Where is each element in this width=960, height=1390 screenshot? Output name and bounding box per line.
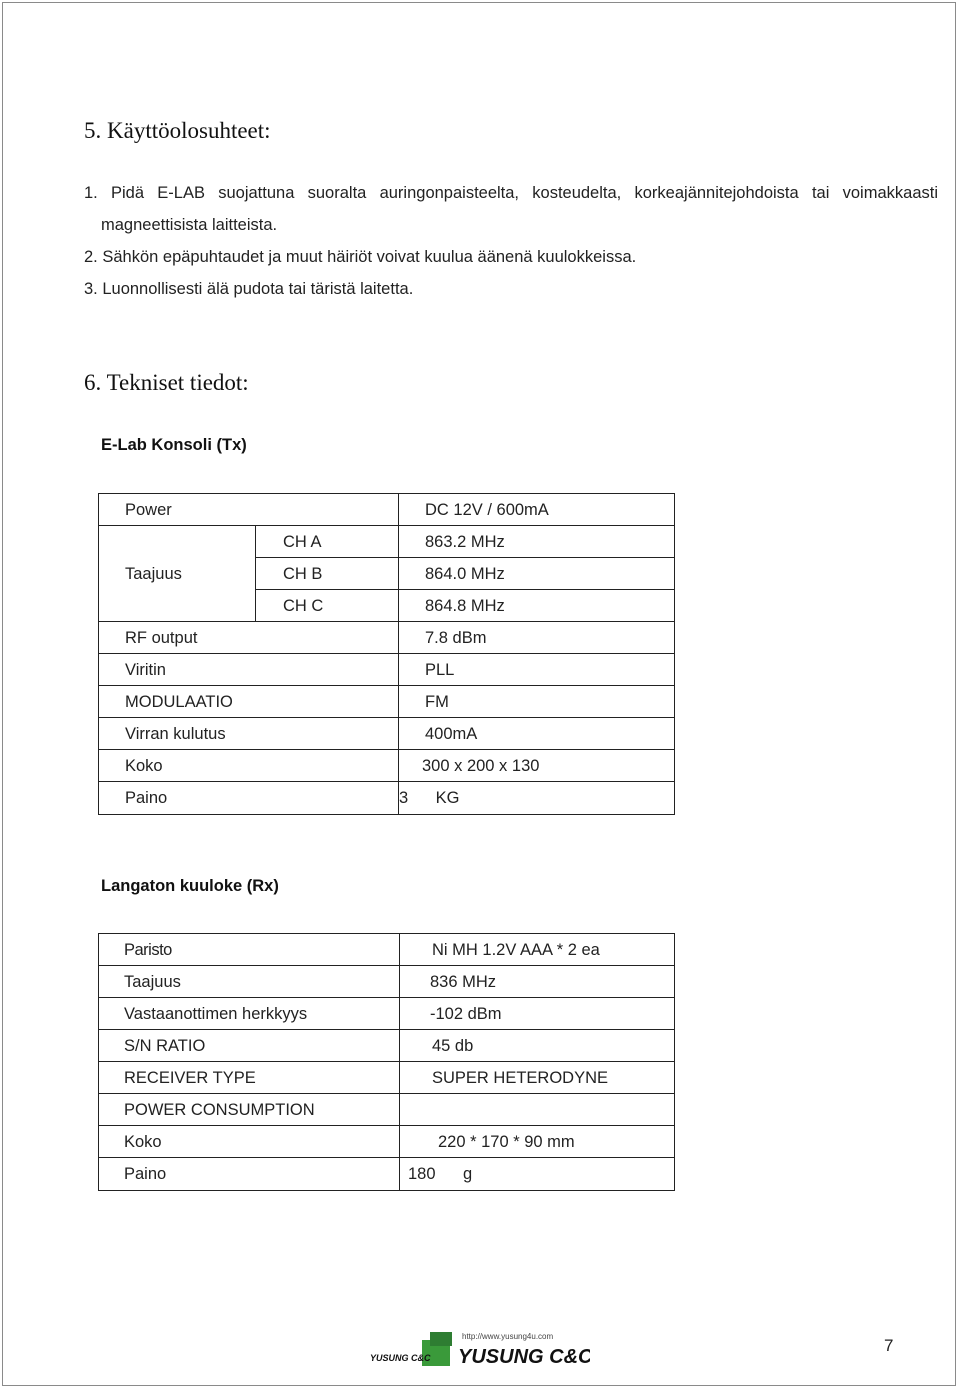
rx-label: Taajuus	[124, 973, 181, 991]
tx-value: 3 KG	[399, 789, 460, 807]
logo-big-text: YUSUNG C&C	[458, 1346, 590, 1368]
section-5-title: 5. Käyttöolosuhteet:	[84, 118, 271, 143]
rx-value: 836 MHz	[430, 973, 497, 991]
tx-label: Paino	[125, 789, 168, 807]
tx-row	[99, 686, 674, 718]
tx-value: FM	[425, 693, 449, 711]
page-number: 7	[884, 1336, 894, 1355]
tx-label: Viritin	[125, 661, 166, 679]
tx-row	[99, 750, 674, 782]
tx-row	[99, 782, 674, 814]
tx-heading: E-Lab Konsoli (Tx)	[101, 436, 247, 454]
section-5-item-2: 2. Sähkön epäpuhtaudet ja muut häiriöt voivat kuulua äänenä kuulokkeissa.	[84, 248, 637, 266]
tx-channel-a-value: 863.2 MHz	[425, 533, 505, 551]
rx-value: 180 g	[408, 1165, 473, 1183]
tx-channel-b: CH B	[283, 565, 323, 583]
rx-value: -102 dBm	[430, 1005, 502, 1023]
rx-label: Paristo	[124, 941, 172, 959]
rx-value: 220 * 170 * 90 mm	[438, 1133, 575, 1151]
rx-label: Vastaanottimen herkkyys	[124, 1005, 308, 1023]
section-6-title: 6. Tekniset tiedot:	[84, 370, 249, 395]
section-5-item-3: 3. Luonnollisesti älä pudota tai täristä laitetta.	[84, 280, 414, 298]
rx-row	[99, 1094, 674, 1126]
tx-value: 7.8 dBm	[425, 629, 487, 647]
logo-small-text: YUSUNG C&C	[370, 1353, 431, 1363]
tx-row-power	[99, 494, 674, 526]
section-5-item-1: 1. Pidä E-LAB suojattuna suoralta auringonpaisteelta, kosteudelta, korkeajännitejohdoista tai voimakkaasti	[84, 184, 938, 202]
rx-row	[99, 998, 674, 1030]
section-5-item-1-cont: magneettisista laitteista.	[101, 216, 278, 234]
tx-frequency-label: Taajuus	[125, 565, 182, 583]
rx-row	[99, 966, 674, 998]
rx-row	[99, 1158, 674, 1190]
logo-green-block-top	[430, 1332, 452, 1346]
tx-value: PLL	[425, 661, 455, 679]
rx-label: Paino	[124, 1165, 167, 1183]
tx-label: RF output	[125, 629, 198, 647]
rx-row	[99, 1126, 674, 1158]
rx-row	[99, 934, 674, 966]
tx-value: 300 x 200 x 130	[422, 757, 540, 775]
tx-label: MODULAATIO	[125, 693, 233, 711]
tx-label: Virran kulutus	[125, 725, 226, 743]
yusung-logo-graphic	[370, 1328, 590, 1372]
tx-spec-table	[98, 493, 675, 815]
tx-channel-b-value: 864.0 MHz	[425, 565, 505, 583]
tx-channel-a: CH A	[283, 533, 322, 551]
rx-heading: Langaton kuuloke (Rx)	[101, 877, 279, 895]
tx-value: DC 12V / 600mA	[425, 501, 549, 519]
tx-label: Power	[125, 501, 172, 519]
rx-value: SUPER HETERODYNE	[432, 1069, 609, 1087]
logo-url-text: http://www.yusung4u.com	[462, 1332, 554, 1341]
rx-label: POWER CONSUMPTION	[124, 1101, 315, 1119]
tx-channel-c: CH C	[283, 597, 324, 615]
rx-label: RECEIVER TYPE	[124, 1069, 256, 1087]
tx-row	[99, 654, 674, 686]
tx-row	[99, 622, 674, 654]
tx-channel-c-value: 864.8 MHz	[425, 597, 505, 615]
rx-spec-table	[98, 933, 675, 1191]
tx-label: Koko	[125, 757, 163, 775]
rx-label: S/N RATIO	[124, 1037, 206, 1055]
rx-row	[99, 1062, 674, 1094]
tx-frequency-block	[99, 526, 674, 622]
yusung-logo	[370, 1328, 590, 1372]
rx-value: Ni MH 1.2V AAA * 2 ea	[432, 941, 600, 959]
tx-row	[99, 718, 674, 750]
rx-label: Koko	[124, 1133, 162, 1151]
rx-row	[99, 1030, 674, 1062]
tx-value: 400mA	[425, 725, 478, 743]
rx-value: 45 db	[432, 1037, 474, 1055]
